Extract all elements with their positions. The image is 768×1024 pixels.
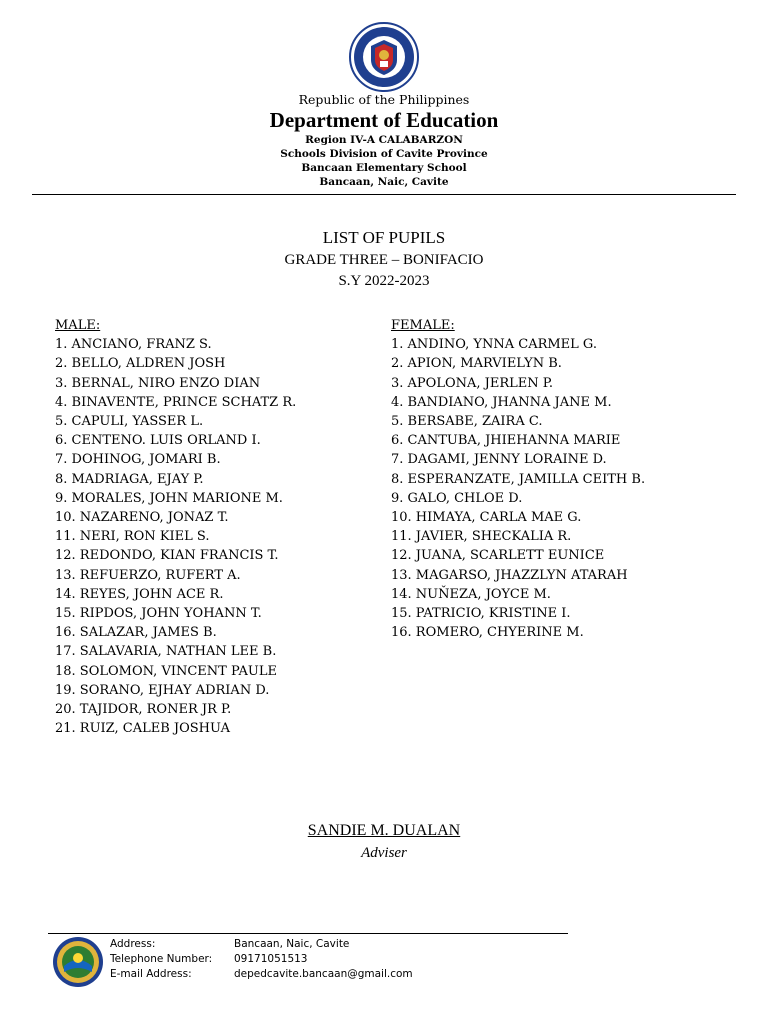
address-label: Address:	[110, 938, 156, 950]
male-pupil-item: 14. REYES, JOHN ACE R.	[55, 586, 224, 602]
male-pupil-item: 9. MORALES, JOHN MARIONE M.	[55, 490, 283, 506]
school-address: Bancaan, Naic, Cavite	[319, 176, 449, 188]
female-pupil-item: 13. MAGARSO, JHAZZLYN ATARAH	[391, 567, 628, 583]
phone-label: Telephone Number:	[110, 953, 213, 965]
footer-values	[234, 937, 413, 982]
male-pupil-item: 21. RUIZ, CALEB JOSHUA	[55, 721, 230, 737]
male-pupil-item: 8. MADRIAGA, EJAY P.	[55, 471, 204, 487]
adviser-role: Adviser	[361, 845, 407, 861]
male-list	[55, 316, 296, 738]
female-pupil-item: 2. APION, MARVIELYN B.	[391, 356, 562, 372]
female-pupil-item: 9. GALO, CHLOE D.	[391, 490, 523, 506]
male-pupil-item: 20. TAJIDOR, RONER JR P.	[55, 702, 232, 718]
male-pupil-item: 2. BELLO, ALDREN JOSH	[55, 356, 226, 372]
region-line: Region IV-A CALABARZON	[305, 134, 463, 146]
female-list	[391, 316, 645, 642]
school-name: Bancaan Elementary School	[301, 162, 467, 174]
female-pupil-item: 16. ROMERO, CHYERINE M.	[391, 625, 584, 641]
female-pupil-item: 1. ANDINO, YNNA CARMEL G.	[391, 337, 597, 353]
adviser-name: SANDIE M. DUALAN	[307, 822, 461, 839]
footer-labels	[110, 937, 212, 982]
department-title: Department of Education	[269, 108, 499, 132]
male-pupil-item: 11. NERI, RON KIEL S.	[55, 529, 210, 545]
female-pupil-item: 5. BERSABE, ZAIRA C.	[391, 414, 543, 430]
male-pupil-list	[55, 335, 296, 738]
deped-seal-icon	[349, 22, 419, 92]
female-pupil-item: 11. JAVIER, SHECKALIA R.	[391, 529, 572, 545]
address-value: Bancaan, Naic, Cavite	[234, 938, 350, 950]
male-pupil-item: 7. DOHINOG, JOMARI B.	[55, 452, 221, 468]
male-pupil-item: 17. SALAVARIA, NATHAN LEE B.	[55, 644, 277, 660]
female-pupil-item: 3. APOLONA, JERLEN P.	[391, 375, 554, 391]
male-pupil-item: 1. ANCIANO, FRANZ S.	[55, 337, 212, 353]
female-pupil-item: 15. PATRICIO, KRISTINE I.	[391, 606, 571, 622]
document-title: LIST OF PUPILS	[322, 228, 446, 247]
male-pupil-item: 15. RIPDOS, JOHN YOHANN T.	[55, 606, 262, 622]
female-pupil-list	[391, 335, 645, 642]
male-pupil-item: 16. SALAZAR, JAMES B.	[55, 625, 217, 641]
male-pupil-item: 10. NAZARENO, JONAZ T.	[55, 510, 229, 526]
male-pupil-item: 13. REFUERZO, RUFERT A.	[55, 567, 241, 583]
female-pupil-item: 4. BANDIANO, JHANNA JANE M.	[391, 394, 612, 410]
female-pupil-item: 7. DAGAMI, JENNY LORAINE D.	[391, 452, 607, 468]
male-pupil-item: 3. BERNAL, NIRO ENZO DIAN	[55, 375, 261, 391]
email-value[interactable]: depedcavite.bancaan@gmail.com	[234, 968, 413, 980]
division-line: Schools Division of Cavite Province	[280, 148, 488, 160]
female-pupil-item: 6. CANTUBA, JHIEHANNA MARIE	[391, 433, 621, 449]
republic-line: Republic of the Philippines	[298, 92, 470, 107]
male-pupil-item: 19. SORANO, EJHAY ADRIAN D.	[55, 682, 270, 698]
male-heading: MALE:	[55, 318, 101, 333]
email-label: E-mail Address:	[110, 968, 192, 980]
male-pupil-item: 6. CENTENO. LUIS ORLAND I.	[55, 433, 261, 449]
phone-value: 09171051513	[234, 953, 308, 965]
male-pupil-item: 5. CAPULI, YASSER L.	[55, 414, 204, 430]
female-pupil-item: 10. HIMAYA, CARLA MAE G.	[391, 510, 582, 526]
female-heading: FEMALE:	[391, 318, 455, 333]
header-divider	[32, 194, 736, 195]
school-year: S.Y 2022-2023	[338, 273, 430, 289]
footer-divider	[48, 933, 568, 934]
male-pupil-item: 4. BINAVENTE, PRINCE SCHATZ R.	[55, 394, 297, 410]
female-pupil-item: 12. JUANA, SCARLETT EUNICE	[391, 548, 605, 564]
school-logo-icon	[52, 936, 104, 988]
female-pupil-item: 14. NUŇEZA, JOYCE M.	[391, 586, 551, 602]
female-pupil-item: 8. ESPERANZATE, JAMILLA CEITH B.	[391, 471, 646, 487]
male-pupil-item: 12. REDONDO, KIAN FRANCIS T.	[55, 548, 279, 564]
grade-section: GRADE THREE – BONIFACIO	[284, 252, 484, 268]
male-pupil-item: 18. SOLOMON, VINCENT PAULE	[55, 663, 277, 679]
